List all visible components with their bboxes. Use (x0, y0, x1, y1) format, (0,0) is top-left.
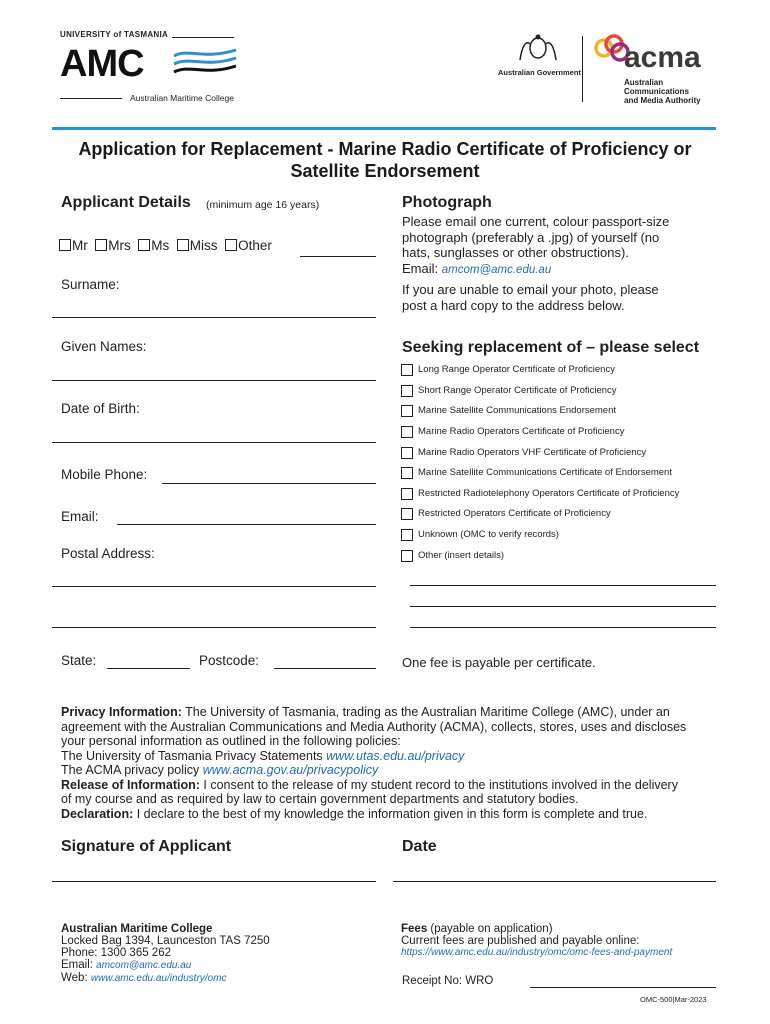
date-label: Date (402, 838, 437, 855)
email-label: Email: (61, 509, 99, 524)
utas-privacy-label: The University of Tasmania Privacy Statements (61, 748, 327, 763)
instruction-line: post a hard copy to the address below. (402, 297, 625, 313)
amc-wordmark: AMC (60, 43, 144, 85)
acma-name-line: Australian (624, 78, 664, 87)
title-option-ms[interactable] (138, 238, 169, 253)
org-name: Australian Maritime College (61, 923, 213, 935)
release-line: of my course and as required by law to certain government departments and statutory bodies. (61, 792, 579, 806)
government-label: Australian Government (498, 68, 581, 77)
option-label: Restricted Radiotelephony Operators Certificate of Proficiency (418, 488, 680, 499)
instruction-line: Please email one current, colour passport-size (402, 214, 670, 229)
option-label: Short Range Operator Certificate of Proficiency (418, 385, 617, 396)
acma-name-line: and Media Authority (624, 96, 701, 105)
fees-link[interactable]: https://www.amc.edu.au/industry/omc/omc-fees-and-payment (401, 947, 673, 958)
signature-field[interactable] (52, 881, 376, 882)
form-code: OMC-500|Mar-2023 (640, 995, 707, 1004)
privacy-line (61, 763, 721, 778)
acma-privacy-label: The ACMA privacy policy (61, 763, 203, 777)
photo-post-instructions (402, 282, 659, 313)
title-label: Miss (189, 238, 218, 253)
footer-email (61, 959, 270, 972)
privacy-text: The University of Tasmania, trading as the Australian Maritime College (AMC), under an (181, 705, 670, 719)
logo-rule (172, 37, 234, 38)
acma-privacy-link[interactable]: www.acma.gov.au/privacypolicy (202, 763, 379, 777)
other-details-field[interactable] (410, 627, 716, 628)
title-option-other[interactable] (225, 238, 272, 253)
postal-address-field[interactable] (52, 627, 376, 628)
fees-text: Current fees are published and payable online: (401, 935, 640, 947)
signature-label: Signature of Applicant (61, 838, 232, 855)
acma-logo (496, 30, 716, 105)
acma-name-line: Communications (624, 87, 689, 96)
postal-address-label: Postal Address: (61, 546, 155, 561)
checkbox[interactable] (138, 239, 150, 251)
release-label: Release of Information: (61, 777, 200, 792)
footer-web-link[interactable]: www.amc.edu.au/industry/omc (90, 973, 227, 984)
acma-wordmark: acma (624, 41, 701, 74)
dob-label: Date of Birth: (61, 401, 140, 416)
option-label: Restricted Operators Certificate of Proficiency (418, 508, 611, 519)
privacy-label: Privacy Information: (61, 705, 182, 719)
declaration-label: Declaration: (61, 806, 134, 821)
email-field[interactable] (117, 524, 376, 525)
option-label: Other (insert details) (418, 550, 505, 561)
privacy-line: agreement with the Australian Communications and Media Authority (ACMA), collects, stores, uses and discloses (61, 719, 687, 734)
photograph-instructions (402, 214, 669, 278)
checkbox[interactable] (401, 385, 413, 397)
logo-rule (60, 98, 122, 99)
fees-label: Fees (401, 923, 428, 935)
amc-logo (60, 30, 240, 105)
footer-web (61, 972, 270, 985)
postcode-label: Postcode: (199, 653, 260, 668)
title-options (59, 238, 272, 253)
instruction-line: photograph (preferably a .jpg) of yourself (no (402, 229, 660, 245)
postcode-field[interactable] (274, 668, 376, 669)
fees-line (401, 923, 672, 935)
checkbox[interactable] (59, 239, 71, 251)
university-name: UNIVERSITY of TASMANIA (60, 30, 169, 39)
option-label: Marine Radio Operators VHF Certificate of Proficiency (418, 447, 647, 458)
utas-privacy-link[interactable]: www.utas.edu.au/privacy (326, 748, 465, 763)
declaration-line (61, 807, 721, 822)
wave-icon (172, 46, 238, 80)
option-label: Marine Satellite Communications Certificate of Endorsement (418, 467, 672, 478)
contact-block (61, 923, 270, 985)
privacy-section (61, 705, 721, 821)
title-label: Ms (151, 238, 170, 253)
surname-label: Surname: (61, 277, 120, 292)
footer-email-link[interactable]: amcom@amc.edu.au (96, 960, 192, 971)
footer-email-label: Email: (61, 959, 97, 971)
instruction-line: hats, sunglasses or other obstructions). (402, 245, 629, 260)
surname-field[interactable] (52, 317, 376, 318)
checkbox[interactable] (401, 467, 413, 479)
checkbox[interactable] (401, 488, 413, 500)
postal-address-field[interactable] (52, 586, 376, 587)
title-option-mrs[interactable] (95, 238, 131, 253)
mobile-label: Mobile Phone: (61, 467, 148, 482)
date-field[interactable] (393, 881, 716, 882)
other-title-field[interactable] (300, 256, 376, 257)
page-title (30, 138, 740, 182)
title-option-miss[interactable] (177, 238, 218, 253)
option-label: Marine Radio Operators Certificate of Proficiency (418, 426, 625, 437)
checkbox[interactable] (95, 239, 107, 251)
receipt-label: Receipt No: WRO (402, 975, 494, 987)
option-label: Marine Satellite Communications Endorsement (418, 405, 617, 416)
checkbox[interactable] (401, 364, 413, 376)
college-name: Australian Maritime College (130, 93, 234, 103)
replacement-heading: Seeking replacement of – please select (402, 339, 700, 356)
title-line: Satellite Endorsement (290, 161, 480, 181)
checkbox[interactable] (401, 508, 413, 520)
privacy-line (61, 749, 721, 764)
checkbox[interactable] (401, 529, 413, 541)
coat-of-arms-icon (516, 34, 560, 64)
privacy-line (61, 705, 721, 720)
fees-block (401, 923, 672, 959)
declaration-text: I declare to the best of my knowledge the information given in this form is complete and true. (133, 806, 648, 821)
checkbox[interactable] (225, 239, 237, 251)
title-option-mr[interactable] (59, 238, 88, 253)
title-label: Mr (72, 238, 88, 253)
mobile-field[interactable] (162, 483, 376, 484)
instruction-line: If you are unable to email your photo, please (402, 282, 659, 297)
dob-field[interactable] (52, 442, 376, 443)
acma-full-name (624, 78, 701, 105)
given-names-field[interactable] (52, 380, 376, 381)
fee-note: One fee is payable per certificate. (402, 655, 596, 670)
other-details-field[interactable] (410, 585, 716, 586)
state-field[interactable] (107, 668, 190, 669)
minimum-age-note: (minimum age 16 years) (206, 199, 320, 211)
postal-address: Locked Bag 1394, Launceston TAS 7250 (61, 935, 270, 947)
phone-number: Phone: 1300 365 262 (61, 947, 171, 959)
title-line: Application for Replacement - Marine Radio Certificate of Proficiency or (78, 139, 692, 159)
photograph-heading: Photograph (402, 194, 492, 211)
photo-email-label: Email: (402, 260, 439, 276)
checkbox[interactable] (401, 447, 413, 459)
title-label: Mrs (108, 238, 131, 253)
release-line (61, 778, 721, 793)
footer-web-label: Web: (61, 972, 91, 984)
checkbox[interactable] (401, 426, 413, 438)
checkbox[interactable] (177, 239, 189, 251)
fees-note: (payable on application) (427, 923, 553, 935)
applicant-details-heading: Applicant Details (61, 194, 191, 211)
privacy-line: your personal information as outlined in the following policies: (61, 734, 401, 748)
logo-divider (582, 36, 583, 102)
photo-email-line (402, 261, 669, 279)
header-divider (52, 127, 716, 130)
photo-email-link[interactable]: amcom@amc.edu.au (441, 263, 552, 276)
given-names-label: Given Names: (61, 339, 147, 354)
checkbox[interactable] (401, 550, 413, 562)
other-details-field[interactable] (410, 606, 716, 607)
option-label: Long Range Operator Certificate of Proficiency (418, 364, 615, 375)
option-label: Unknown (OMC to verify records) (418, 529, 559, 540)
state-label: State: (61, 653, 97, 668)
receipt-field[interactable] (530, 987, 716, 988)
release-text: I consent to the release of my student record to the institutions involved in the delivery (199, 777, 678, 792)
title-label: Other (238, 238, 272, 253)
checkbox[interactable] (401, 405, 413, 417)
